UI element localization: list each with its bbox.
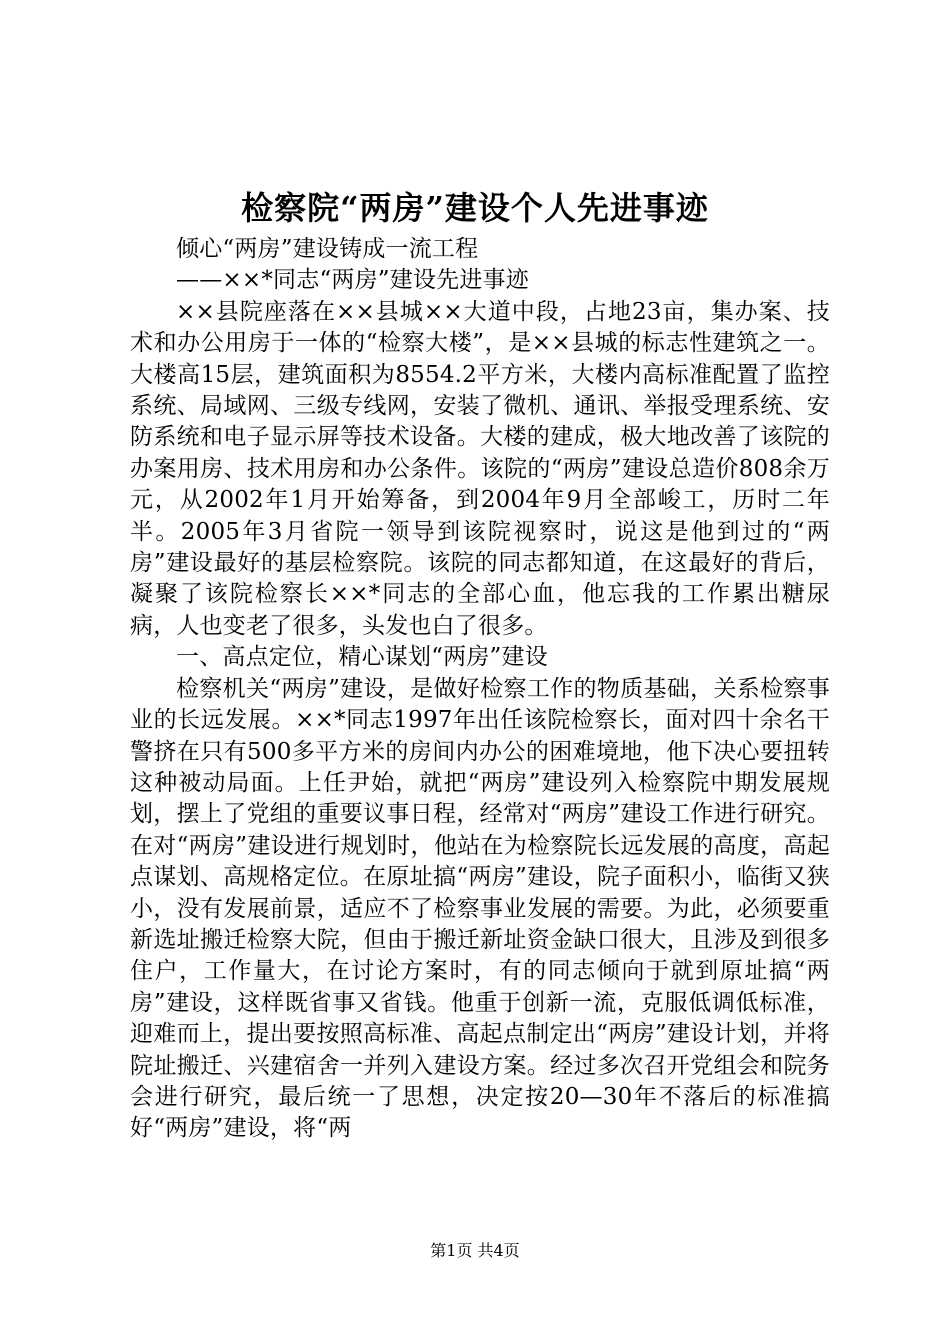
subtitle-byline: ——××*同志“两房”建设先进事迹 xyxy=(176,267,529,294)
section-heading: 一、高点定位，精心谋划“两房”建设 xyxy=(176,644,548,671)
document-body xyxy=(130,234,830,1145)
subtitle-line: 倾心“两房”建设铸成一流工程 xyxy=(176,236,479,262)
body-paragraph: 检察机关“两房”建设，是做好检察工作的物质基础，关系检察事业的长远发展。××*同志1997年出任该院检察长，面对四十余名干警挤在只有500多平方米的房间内办公的困难境地，他下决心要扭转这种被动局面。上任尹始，就把“两房”建设列入检察院中期发展规划，摆上了党组的重要议事日程，经常对“两房”建设工作进行研究。在对“两房”建设进行规划时，他站在为检察院长远发展的高度，高起点谋划、高规格定位。在原址搞“两房”建设，院子面积小，临街又狭小，没有发展前景，适应不了检察事业发展的需要。为此，必须要重新选址搬迁检察大院，但由于搬迁新址资金缺口很大，且涉及到很多住户，工作量大，在讨论方案时，有的同志倾向于就到原址搞“两房”建设，这样既省事又省钱。他重于创新一流，克服低调低标准，迎难而上，提出要按照高标准、高起点制定出“两房”建设计划，并将院址搬迁、兴建宿舍一并列入建设方案。经过多次召开党组会和院务会进行研究，最后统一了思想，决定按20—30年不落后的标准搞好“两房”建设，将“两 xyxy=(130,675,830,1142)
body-paragraph: ××县院座落在××县城××大道中段，占地23亩，集办案、技术和办公用房于一体的“检察大楼”，是××县城的标志性建筑之一。大楼高15层，建筑面积为8554.2平方米，大楼内高标准配置了监控系统、局域网、三级专线网，安装了微机、通讯、举报受理系统、安防系统和电子显示屏等技术设备。大楼的建成，极大地改善了该院的办案用房、技术用房和办公条件。该院的“两房”建设总造价808余万元，从2002年1月开始筹备，到2004年9月全部峻工，历时二年半。2005年3月省院一领导到该院视察时，说这是他到过的“两房”建设最好的基层检察院。该院的同志都知道，在这最好的背后，凝聚了该院检察长××*同志的全部心血，他忘我的工作累出糖尿病，人也变老了很多，头发也白了很多。 xyxy=(130,298,830,639)
document-title: 检察院“两房”建设个人先进事迹 xyxy=(241,189,709,227)
page-footer: 第1页 共4页 xyxy=(430,1241,520,1260)
